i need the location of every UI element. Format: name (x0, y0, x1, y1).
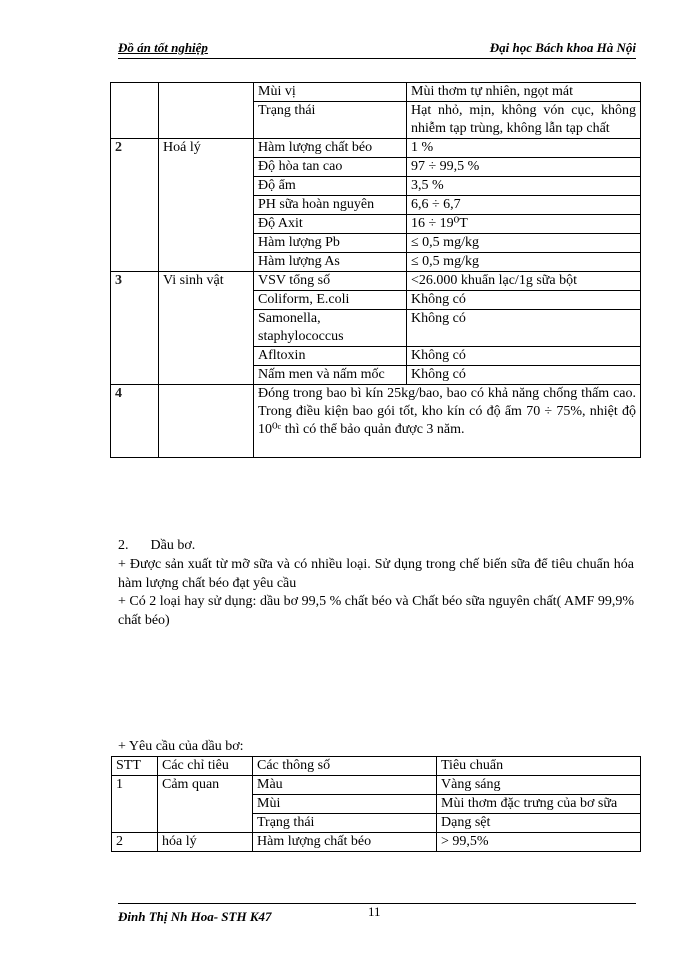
group-cell: hóa lý (158, 833, 253, 852)
param-cell: Mùi vị (254, 83, 407, 102)
param-cell: Samonella, staphylococcus (254, 310, 407, 347)
page-header (118, 38, 636, 59)
requirements-label: + Yêu cầu của dầu bơ: (118, 739, 244, 754)
stt-cell: 1 (112, 776, 158, 833)
param-cell: Độ hòa tan cao (254, 158, 407, 177)
table-row (111, 83, 641, 102)
table-row (112, 776, 641, 795)
table-row (111, 139, 641, 158)
page-footer (118, 903, 636, 928)
value-cell: Dạng sệt (437, 814, 641, 833)
param-cell: Độ ẩm (254, 177, 407, 196)
param-cell: Coliform, E.coli (254, 291, 407, 310)
table-row (112, 833, 641, 852)
table-row (111, 385, 641, 458)
paragraph-1: + Được sản xuất từ mỡ sữa và có nhiều loại. Sử dụng trong chế biến sữa để tiêu chuẩn hóa hàm lượng chất béo đạt yêu cầu (118, 557, 634, 591)
param-cell: Hàm lượng Pb (254, 234, 407, 253)
paragraph-2: + Có 2 loại hay sử dụng: dầu bơ 99,5 % chất béo và Chất béo sữa nguyên chất( AMF 99,9% chất béo) (118, 594, 634, 628)
param-cell: Afltoxin (254, 347, 407, 366)
group-cell: Vi sinh vật (159, 272, 254, 385)
table-header-row (112, 757, 641, 776)
param-cell: Trạng thái (253, 814, 437, 833)
column-header: Tiêu chuẩn (437, 757, 641, 776)
column-header: Các chỉ tiêu (158, 757, 253, 776)
param-cell: PH sữa hoàn nguyên (254, 196, 407, 215)
param-cell: Nấm men và nấm mốc (254, 366, 407, 385)
value-cell: Không có (407, 366, 641, 385)
param-cell: VSV tổng số (254, 272, 407, 291)
value-cell: 97 ÷ 99,5 % (407, 158, 641, 177)
footer-author: Đinh Thị Nh Hoa- STH K47 (118, 909, 272, 924)
stt-cell (111, 83, 159, 139)
value-cell: Vàng sáng (437, 776, 641, 795)
table-row (111, 272, 641, 291)
value-cell: > 99,5% (437, 833, 641, 852)
value-cell: Hạt nhỏ, mịn, không vón cục, không nhiễm tạp trùng, không lẫn tạp chất (407, 102, 641, 139)
param-cell: Hàm lượng As (254, 253, 407, 272)
value-cell: ≤ 0,5 mg/kg (407, 234, 641, 253)
butter-oil-spec-table (111, 756, 641, 852)
group-cell (159, 83, 254, 139)
stt-cell: 3 (111, 272, 159, 385)
group-cell: Hoá lý (159, 139, 254, 272)
packaging-cell: Đóng trong bao bì kín 25kg/bao, bao có khả năng chống thấm cao. Trong điều kiện bao gói tốt, kho kín có độ ẩm 70 ÷ 75%, nhiệt độ 10⁰ᶜ thì có thể bảo quản được 3 năm. (254, 385, 641, 458)
group-cell: Cảm quan (158, 776, 253, 833)
value-cell: 3,5 % (407, 177, 641, 196)
value-cell: Mùi thơm tự nhiên, ngọt mát (407, 83, 641, 102)
value-cell: ≤ 0,5 mg/kg (407, 253, 641, 272)
value-cell: 16 ÷ 19⁰T (407, 215, 641, 234)
milk-powder-spec-table (110, 82, 641, 458)
section-heading: 2. Dầu bơ. (118, 538, 196, 553)
value-cell: <26.000 khuẩn lạc/1g sữa bột (407, 272, 641, 291)
value-cell: Không có (407, 310, 641, 347)
param-cell: Hàm lượng chất béo (253, 833, 437, 852)
stt-cell: 2 (112, 833, 158, 852)
value-cell: Mùi thơm đặc trưng của bơ sữa (437, 795, 641, 814)
param-cell: Hàm lượng chất béo (254, 139, 407, 158)
value-cell: 1 % (407, 139, 641, 158)
header-right: Đại học Bách khoa Hà Nội (489, 40, 636, 55)
page-number: 11 (368, 904, 381, 919)
param-cell: Mùi (253, 795, 437, 814)
param-cell: Độ Axit (254, 215, 407, 234)
value-cell: Không có (407, 347, 641, 366)
stt-cell: 4 (111, 385, 159, 458)
group-cell (159, 385, 254, 458)
param-cell: Trạng thái (254, 102, 407, 139)
value-cell: 6,6 ÷ 6,7 (407, 196, 641, 215)
column-header: Các thông số (253, 757, 437, 776)
value-cell: Không có (407, 291, 641, 310)
stt-cell: 2 (111, 139, 159, 272)
param-cell: Màu (253, 776, 437, 795)
header-left: Đồ án tốt nghiệp (118, 40, 208, 55)
column-header: STT (112, 757, 158, 776)
